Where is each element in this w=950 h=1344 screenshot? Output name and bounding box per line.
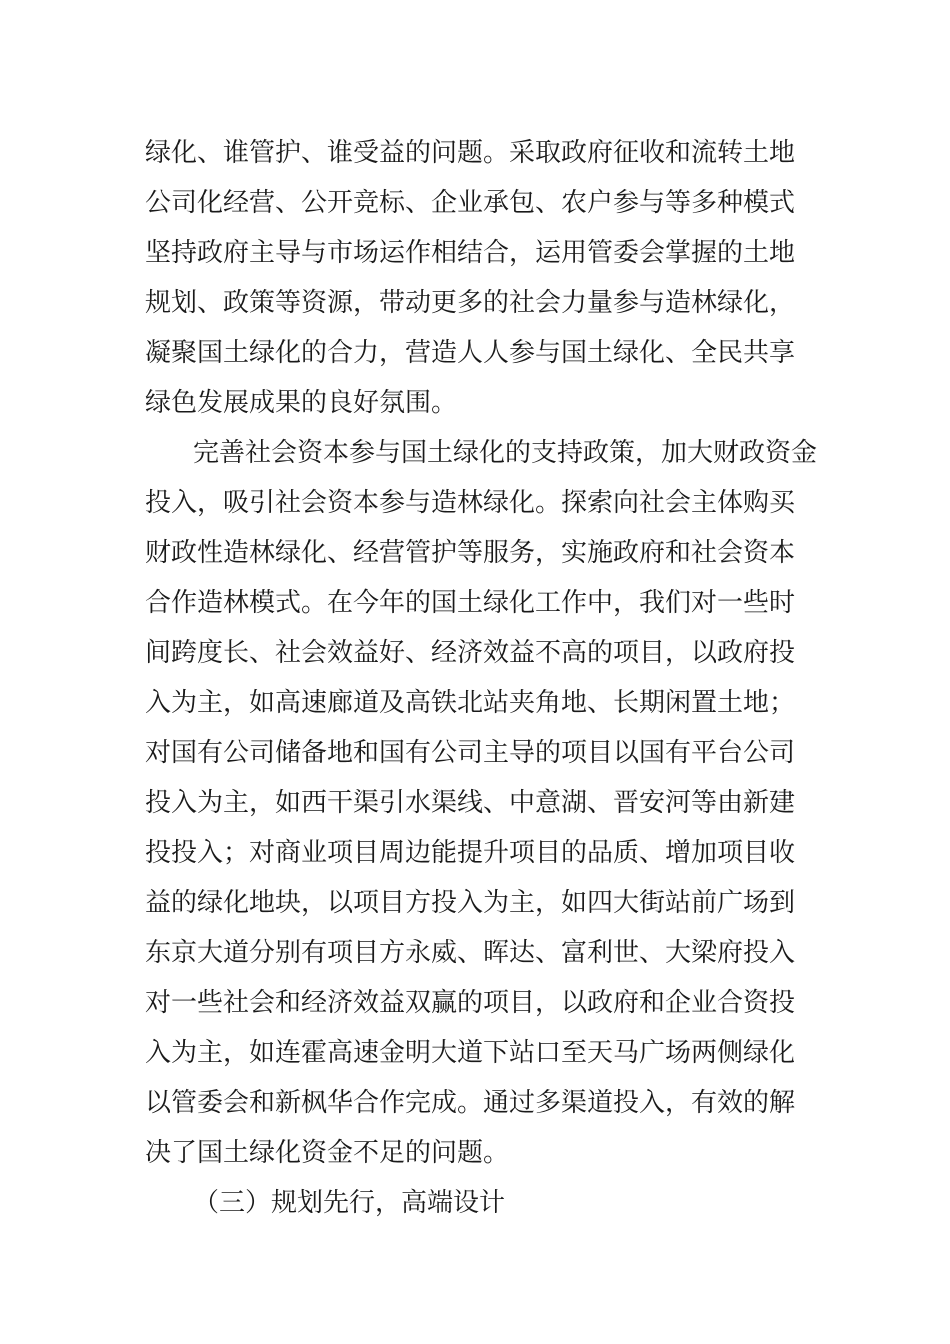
text-line: 投入为主，如西干渠引水渠线、中意湖、晋安河等由新建 <box>145 788 796 818</box>
text-line: 入为主，如高速廊道及高铁北站夹角地、长期闲置土地； <box>145 688 796 718</box>
text-line: 入为主，如连霍高速金明大道下站口至天马广场两侧绿化 <box>145 1038 796 1068</box>
text-line: 投入，吸引社会资本参与造林绿化。探索向社会主体购买 <box>145 488 796 518</box>
text-line: 间跨度长、社会效益好、经济效益不高的项目，以政府投 <box>145 638 796 668</box>
text-line: 益的绿化地块，以项目方投入为主，如四大街站前广场到 <box>145 888 796 918</box>
text-line: 对国有公司储备地和国有公司主导的项目以国有平台公司 <box>145 738 796 768</box>
paragraph-1 <box>145 128 810 428</box>
text-line: 公司化经营、公开竞标、企业承包、农户参与等多种模式 <box>145 188 796 218</box>
text-line: 财政性造林绿化、经营管护等服务，实施政府和社会资本 <box>145 538 796 568</box>
text-line: 绿色发展成果的良好氛围。 <box>145 388 458 418</box>
text-line: 投投入；对商业项目周边能提升项目的品质、增加项目收 <box>145 838 796 868</box>
document-body <box>145 128 818 1228</box>
text-line: 合作造林模式。在今年的国土绿化工作中，我们对一些时 <box>145 588 796 618</box>
section-heading-text: （三）规划先行，高端设计 <box>193 1188 506 1218</box>
text-line: 以管委会和新枫华合作完成。通过多渠道投入，有效的解 <box>145 1088 796 1118</box>
paragraph-2 <box>145 428 818 1178</box>
text-line: 规划、政策等资源，带动更多的社会力量参与造林绿化， <box>145 288 796 318</box>
text-line: 凝聚国土绿化的合力，营造人人参与国土绿化、全民共享 <box>145 338 796 368</box>
text-line: 东京大道分别有项目方永威、晖达、富利世、大梁府投入 <box>145 938 796 968</box>
text-line: 绿化、谁管护、谁受益的问题。采取政府征收和流转土地 <box>145 138 796 168</box>
text-line: 完善社会资本参与国土绿化的支持政策，加大财政资金 <box>193 438 818 468</box>
text-line: 对一些社会和经济效益双赢的项目，以政府和企业合资投 <box>145 988 796 1018</box>
text-line: 决了国土绿化资金不足的问题。 <box>145 1138 510 1168</box>
text-line: 坚持政府主导与市场运作相结合，运用管委会掌握的土地 <box>145 238 796 268</box>
section-heading <box>145 1178 810 1228</box>
